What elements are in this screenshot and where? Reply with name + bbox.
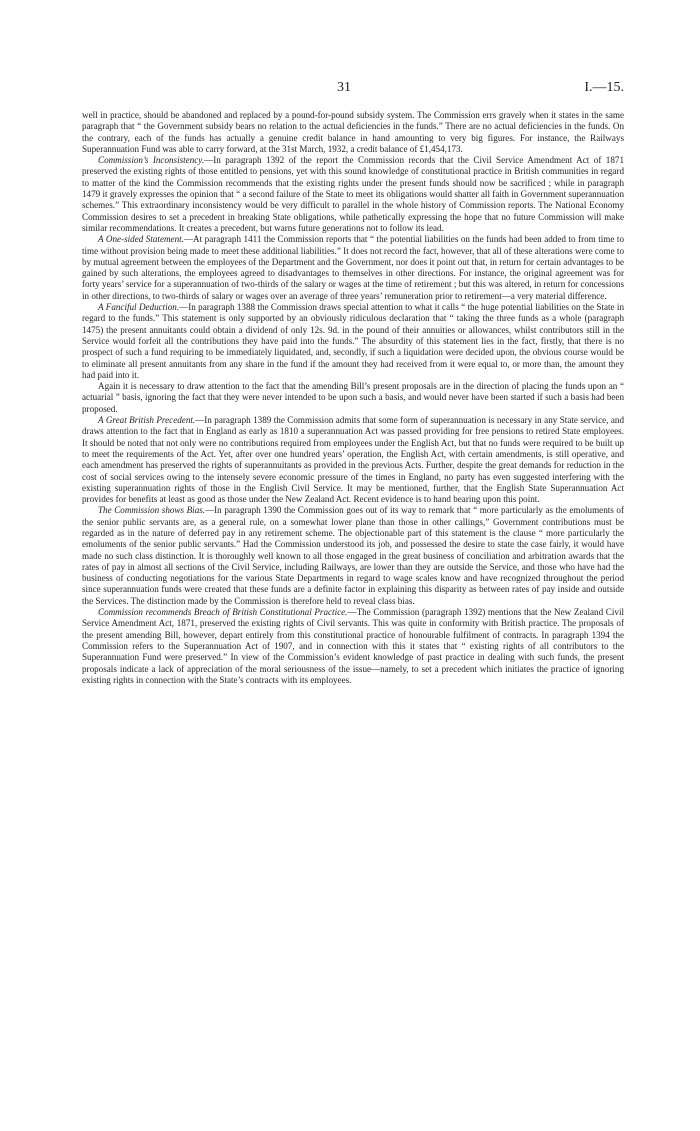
paragraph-text: —The Commission (paragraph 1392) mentions that the New Zealand Civil Service Amendment Act, 1871, preserved the existing rights of Civil servants. This was quite in conformity with British practice. The proposals of the present amending Bill, however, depart entirely from this constitutional practice of honourable fulfilment of contracts. In paragraph 1394 the Commission refers to the Superannuation Act of 1907, and in connection with this it states that “ existing rights of all contributors to the Superannuation Fund were preserved.” In view of the Commission’s evident knowledge of past practice in dealing with such funds, the present proposals indicate a lack of appreciation of the moral seriousness of the issue—namely, to set a precedent which initiates the practice of ignoring existing rights in connection with the State’s contracts with its employees. (82, 607, 624, 685)
paragraph-heading: A Fanciful Deduction. (98, 302, 180, 313)
paragraph-fanciful-deduction (82, 302, 624, 381)
paragraph-actuarial-basis (82, 381, 624, 415)
paragraph-text: —In paragraph 1392 of the report the Commission records that the Civil Service Amendment Act of 1871 preserved the existing rights of those entitled to pensions, yet with this sound knowledge of constitutional practice in British communities in regard to matter of the kind the Commission recommends that the existing rights under the present funds should now be sacrificed ; while in paragraph 1479 it gravely expresses the opinion that “ a second failure of the State to meet its obligations would shatter all faith in Government superannuation schemes.” This extraordinary inconsistency would be very difficult to parallel in the whole history of Commission reports. The National Economy Commission desires to set a precedent in breaking State obligations, while pathetically expressing the hope that no future Commission will make similar recommendations. It creates a precedent, but warns future generations not to follow its lead. (82, 155, 624, 233)
paragraph-text: —In paragraph 1390 the Commission goes out of its way to remark that “ more particularly as the emoluments of the senior public servants are, as a general rule, on a somewhat lower plane than those in other callings,” Government contributions must be regarded as in the nature of deferred pay in any retirement scheme. The objectionable part of this statement is the clause “ more particularly the emoluments of the senior public servants.” Had the Commission understood its job, and possessed the desire to state the case fairly, it would have made no such class distinction. It is thoroughly well known to all those engaged in the great business of conciliation and arbitration awards that the rates of pay in almost all sections of the Civil Service, including Railways, are lower than they are outside the Service, and those who have had the business of conducting negotiations for the various State Departments in regard to wage scales know and have recognized throughout the period since superannuation funds were created that these funds are a definite factor in explaining this disparity as between rates of pay inside and outside the Services. The distinction made by the Commission is therefore held to reveal class bias. (82, 505, 624, 606)
paragraph-text: well in practice, should be abandoned and replaced by a pound-for-pound subsidy system. The Commission errs gravely when it states in the same paragraph that “ the Government subsidy bears no relation to the actual deficiencies in the funds.” There are no actual deficiencies in the funds. On the contrary, each of the funds has actually a genuine credit balance in hand amounting to very big figures. For instance, the Railways Superannuation Fund was able to carry forward, at the 31st March, 1932, a credit balance of £1,454,173. (82, 110, 624, 154)
paragraph-commission-inconsistency (82, 155, 624, 234)
paragraph-one-sided-statement (82, 234, 624, 302)
paragraph-heading: The Commission shows Bias. (98, 505, 206, 516)
paragraph-great-british-precedent (82, 415, 624, 505)
page-number: 31 (337, 80, 351, 95)
paragraph-commission-shows-bias (82, 505, 624, 607)
paragraph-heading: Commission recommends Breach of British Constitutional Practice. (98, 607, 348, 618)
page-header (0, 80, 700, 100)
paragraph-text: Again it is necessary to draw attention to the fact that the amending Bill’s present proposals are in the direction of placing the funds upon an “ actuarial ” basis, ignoring the fact that they were never intended to be upon such a basis, and would never have been started if such a basis had been proposed. (82, 381, 624, 414)
paragraph-heading: Commission’s Inconsistency. (98, 155, 205, 166)
paragraph-text: —At paragraph 1411 the Commission reports that “ the potential liabilities on the funds had been added to from time to time without provision being made to meet these additional liabilities.” It does not record the fact, however, that all of these alterations were come to by mutual agreement between the employees of the Department and the Government, nor does it point out that, in return for certain advantages to be gained by such alterations, the employees agreed to disadvantages to themselves in other directions. For instance, the original agreement was for forty years’ service for a superannuation of two-thirds of the salary or wages at the time of retirement ; but this was altered, in return for concessions in other directions, to two-thirds of salary or wages over an average of three years’ remuneration prior to retirement—a very material difference. (82, 234, 624, 301)
paragraph-continued (82, 110, 624, 155)
paragraph-breach-constitutional-practice (82, 607, 624, 686)
body-text (82, 110, 624, 686)
paragraph-heading: A Great British Precedent. (98, 415, 196, 426)
paragraph-heading: A One-sided Statement. (98, 234, 184, 245)
document-reference: I.—15. (584, 80, 624, 95)
paragraph-text: —In paragraph 1388 the Commission draws special attention to what it calls “ the huge potential liabilities on the State in regard to the funds.” This statement is only supported by an obviously ridiculous declaration that “ taking the three funds as a whole (paragraph 1475) the present annuitants could obtain a dividend of only 12s. 9d. in the pound of their annuities or allowances, whilst contributors still in the Service would forfeit all the contributions they have paid into the funds.” The absurdity of this statement lies in the fact, firstly, that there is no prospect of such a fund requiring to be immediately liquidated, and, secondly, if such a liquidation were decided upon, the obvious course would be to eliminate all present annuitants from any share in the fund if the amount they had received from it were equal to, or more than, the amount they had paid into it. (82, 302, 624, 380)
paragraph-text: —In paragraph 1389 the Commission admits that some form of superannuation is necessary in any State service, and draws attention to the fact that in England as early as 1810 a superannuation Act was passed providing for free pensions to retired State employees. It should be noted that not only were no contributions required from employees under the English Act, but that no funds were required to be built up to meet the requirements of the Act. Yet, after over one hundred years’ operation, the English Act, with certain amendments, is still operative, and each amendment has preserved the rights of superannuitants as provided in the previous Acts. Further, despite the great demands for reduction in the cost of social services owing to the intensely severe economic pressure of the times in England, no party has even suggested interfering with the existing superannuation rights of those in the English Civil Service. It may be mentioned, further, that the English State Superannuation Act provides for benefits at least as good as those under the New Zealand Act. Recent evidence is to hand bearing upon this point. (82, 415, 624, 505)
